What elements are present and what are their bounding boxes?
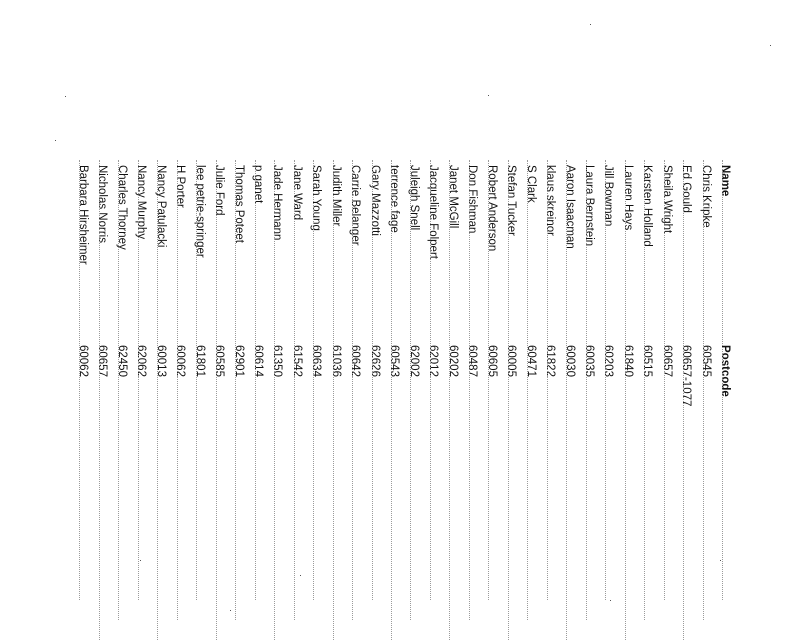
row-divider [488, 160, 489, 600]
row-divider [527, 160, 528, 620]
row-divider [99, 160, 100, 640]
table-row [618, 165, 637, 625]
row-divider [79, 160, 80, 600]
cell-name: Nicholas Norris [96, 165, 109, 243]
row-divider [177, 160, 178, 620]
table-row [73, 165, 92, 625]
cell-name: Nancy Patulacki [154, 165, 167, 248]
cell-name: Chris Kripke [699, 165, 712, 228]
cell-postcode: 62901 [232, 345, 245, 377]
cell-postcode: 62012 [427, 345, 440, 377]
table-row [326, 165, 345, 625]
table-row [482, 165, 501, 625]
cell-name: Ed Gould [680, 165, 693, 213]
row-divider [664, 160, 665, 600]
cell-name: Laura Bernstein [582, 165, 595, 247]
cell-postcode: 60614 [252, 345, 265, 377]
row-divider [372, 160, 373, 600]
cell-postcode: 60657 [660, 345, 673, 377]
table-row [170, 165, 189, 625]
cell-postcode: 60471 [524, 345, 537, 377]
table-row [209, 165, 228, 625]
table-body [73, 165, 715, 625]
cell-postcode: 61350 [271, 345, 284, 377]
cell-name: Robert Anderson [485, 165, 498, 252]
cell-postcode: 61840 [621, 345, 634, 377]
table-row [638, 165, 657, 625]
cell-name: S Clark [524, 165, 537, 203]
table-row [248, 165, 267, 625]
row-divider [391, 160, 392, 640]
row-divider [235, 160, 236, 620]
cell-postcode: 62002 [407, 345, 420, 377]
cell-postcode: 62062 [135, 345, 148, 377]
table-row [521, 165, 540, 625]
table-row [151, 165, 170, 625]
scan-speck [230, 610, 231, 611]
row-divider [274, 160, 275, 640]
cell-name: Gary Mazzotti [368, 165, 381, 236]
cell-postcode: 60585 [213, 345, 226, 377]
cell-name: Stefan Tucker [505, 165, 518, 236]
cell-name: Thomas Poteet [232, 165, 245, 243]
cell-postcode: 60013 [154, 345, 167, 377]
table-row [462, 165, 481, 625]
cell-postcode: 60515 [641, 345, 654, 377]
cell-name: Sheila Wright [660, 165, 673, 234]
cell-postcode: 60202 [446, 345, 459, 377]
scan-speck [770, 45, 771, 46]
cell-postcode: 60657-1077 [680, 345, 693, 407]
cell-name: terrence fage [388, 165, 401, 233]
scan-speck [65, 96, 66, 97]
table-row [365, 165, 384, 625]
row-divider [508, 160, 509, 640]
table-row [424, 165, 443, 625]
scan-speck [488, 95, 489, 96]
row-divider [547, 160, 548, 600]
row-divider [430, 160, 431, 600]
cell-postcode: 60545 [699, 345, 712, 377]
row-divider [294, 160, 295, 620]
cell-name: Charles Thorney [115, 165, 128, 250]
cell-name: H Porter [174, 165, 187, 208]
row-divider [469, 160, 470, 620]
cell-postcode: 60203 [602, 345, 615, 377]
cell-name: Jill Bowman [602, 165, 615, 227]
table-row [385, 165, 404, 625]
table-row [190, 165, 209, 625]
scan-speck [55, 140, 56, 141]
cell-postcode: 61801 [193, 345, 206, 377]
table-row [93, 165, 112, 625]
row-divider [605, 160, 606, 600]
row-divider [566, 160, 567, 640]
row-divider [255, 160, 256, 600]
table-row [287, 165, 306, 625]
scan-speck [590, 24, 591, 25]
cell-postcode: 60062 [76, 345, 89, 377]
table-row [657, 165, 676, 625]
table-row [112, 165, 131, 625]
row-divider [703, 160, 704, 620]
column-header-name: Name [719, 165, 732, 197]
cell-name: Barbara Hirsheimer [76, 165, 89, 265]
scan-speck [720, 560, 721, 561]
row-divider [216, 160, 217, 640]
cell-postcode: 60605 [485, 345, 498, 377]
cell-postcode: 60030 [563, 345, 576, 377]
cell-name: Jacqueline Folpert [427, 165, 440, 259]
row-divider [138, 160, 139, 600]
cell-postcode: 61036 [329, 345, 342, 377]
table-row [307, 165, 326, 625]
cell-name: Juleigh Snell [407, 165, 420, 231]
row-divider [333, 160, 334, 640]
cell-name: p ganet [252, 165, 265, 204]
row-divider [157, 160, 158, 640]
row-divider [196, 160, 197, 600]
table-row [677, 165, 696, 625]
row-divider [352, 160, 353, 620]
cell-name: Jade Hermann [271, 165, 284, 241]
table-row [131, 165, 150, 625]
row-divider [683, 160, 684, 640]
row-divider [625, 160, 626, 640]
cell-postcode: 60543 [388, 345, 401, 377]
cell-name: Judith Miller [329, 165, 342, 227]
cell-name: Karsten Holland [641, 165, 654, 247]
table-header [716, 165, 735, 625]
table-row [443, 165, 462, 625]
cell-postcode: 62450 [115, 345, 128, 377]
cell-name: Carrie Belanger [349, 165, 362, 246]
table-row [229, 165, 248, 625]
cell-postcode: 60035 [582, 345, 595, 377]
table-row [268, 165, 287, 625]
row-divider [449, 160, 450, 640]
cell-postcode: 60642 [349, 345, 362, 377]
row-divider [722, 160, 723, 600]
cell-postcode: 61542 [290, 345, 303, 377]
scan-speck [140, 560, 141, 561]
row-divider [644, 160, 645, 620]
cell-postcode: 60487 [466, 345, 479, 377]
cell-name: Lauren Hays [621, 165, 634, 231]
cell-postcode: 60634 [310, 345, 323, 377]
scan-speck [300, 575, 301, 576]
cell-name: klaus skreinor [544, 165, 557, 236]
cell-name: Don Fishman [466, 165, 479, 234]
row-divider [313, 160, 314, 600]
table-row [696, 165, 715, 625]
table-row [599, 165, 618, 625]
row-divider [586, 160, 587, 620]
table-row [579, 165, 598, 625]
cell-postcode: 60005 [505, 345, 518, 377]
cell-name: Jane Ward [290, 165, 303, 221]
row-divider [410, 160, 411, 620]
cell-postcode: 62626 [368, 345, 381, 377]
cell-postcode: 61822 [544, 345, 557, 377]
cell-postcode: 60062 [174, 345, 187, 377]
cell-name: Julie Ford [213, 165, 226, 216]
cell-name: Janet McGill [446, 165, 459, 229]
cell-name: lee petrie-springer [193, 165, 206, 258]
cell-name: Aaron Isaacman [563, 165, 576, 249]
table-row [346, 165, 365, 625]
cell-postcode: 60657 [96, 345, 109, 377]
column-header-postcode: Postcode [719, 345, 732, 397]
cell-name: Nancy Murphy [135, 165, 148, 240]
scan-speck [610, 600, 611, 601]
table-row [501, 165, 520, 625]
table-row [560, 165, 579, 625]
cell-name: Sarah Young [310, 165, 323, 231]
table-row [404, 165, 423, 625]
table-row [540, 165, 559, 625]
row-divider [118, 160, 119, 620]
